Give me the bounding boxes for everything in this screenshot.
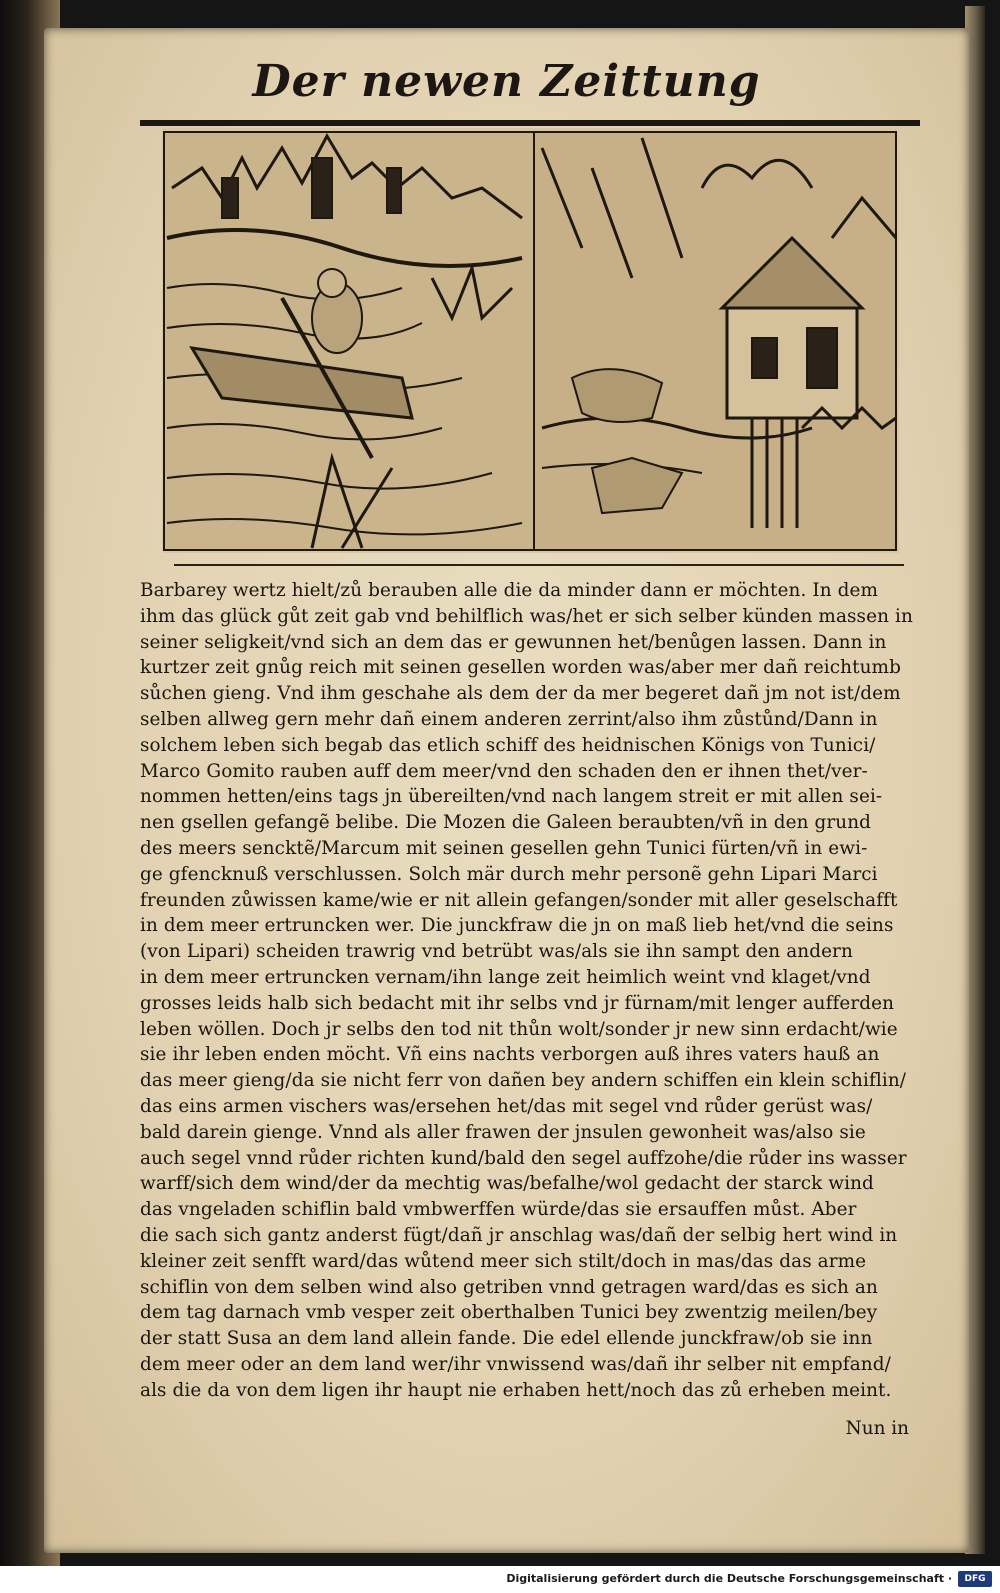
text-line: als die da von dem ligen ihr haupt nie erhaben hett/noch das zů erheben meint. bbox=[140, 1379, 892, 1401]
section-rule bbox=[174, 564, 904, 566]
woodcut-illustration bbox=[162, 128, 899, 553]
text-line: selben allweg gern mehr dañ einem anderen zerrint/also ihm zůstůnd/Dann in bbox=[140, 708, 878, 730]
text-line: auch segel vnnd růder richten kund/bald den segel auffzohe/die růder ins wasser bbox=[140, 1147, 907, 1169]
text-line: leben wöllen. Doch jr selbs den tod nit thůn wolt/sonder jr new sinn erdacht/wie bbox=[140, 1018, 898, 1040]
text-line: seiner seligkeit/vnd sich an dem das er gewunnen het/benůgen lassen. Dann in bbox=[140, 631, 887, 653]
text-line: dem tag darnach vmb vesper zeit oberthalben Tunici bey zwentzig meilen/bey bbox=[140, 1302, 878, 1324]
text-line: ge gfencknuß verschlussen. Solch mär durch mehr personẽ gehn Lipari Marci bbox=[140, 863, 878, 885]
text-line: Barbarey wertz hielt/zů berauben alle die da minder dann er möchten. In dem bbox=[140, 580, 879, 601]
text-line: in dem meer ertruncken vernam/ihn lange zeit heimlich weint vnd klaget/vnd bbox=[140, 966, 871, 988]
footer-bar bbox=[0, 1566, 1000, 1593]
book-page bbox=[44, 28, 969, 1553]
text-line: in dem meer ertruncken wer. Die junckfraw die jn on maß lieb het/vnd die seins bbox=[140, 915, 894, 937]
text-line: ihm das glück gůt zeit gab vnd behilflich was/het er sich selber künden massen in bbox=[140, 605, 913, 627]
text-line: sie ihr leben enden möcht. Vñ eins nachts verborgen auß ihres vaters hauß an bbox=[140, 1044, 880, 1066]
text-line: die sach sich gantz anderst fügt/dañ jr anschlag was/dañ der selbig hert wind in bbox=[140, 1224, 898, 1246]
text-line: solchem leben sich begab das etlich schiff des heidnischen Königs von Tunici/ bbox=[140, 734, 876, 756]
text-line: warff/sich dem wind/der da mechtig was/befalhe/wol gedacht der starck wind bbox=[140, 1173, 874, 1195]
text-line: Marco Gomito rauben auff dem meer/vnd den schaden den er ihnen thet/ver- bbox=[140, 760, 868, 782]
text-line: nommen hetten/eins tags jn übereilten/vnd nach langem streit er mit allen sei- bbox=[140, 786, 883, 808]
text-line: das eins armen vischers was/ersehen het/das mit segel vnd růder gerüst was/ bbox=[140, 1095, 873, 1117]
text-line: (von Lipari) scheiden trawrig vnd betrübt was/als sie ihn sampt den andern bbox=[140, 941, 853, 963]
right-panel-woodcut bbox=[534, 132, 896, 550]
left-panel-woodcut bbox=[164, 132, 534, 550]
text-line: dem meer oder an dem land wer/ihr vnwissend was/dañ ihr selber nit empfand/ bbox=[140, 1353, 891, 1375]
text-line: schiflin von dem selben wind also getriben vnnd getragen ward/das es sich an bbox=[140, 1276, 878, 1298]
text-line: kurtzer zeit gnůg reich mit seinen gesellen worden was/aber mer dañ reichtumb bbox=[140, 657, 901, 679]
funding-credit: Digitalisierung gefördert durch die Deutsche Forschungsgemeinschaft · bbox=[506, 1572, 952, 1585]
text-line: das vngeladen schiflin bald vmbwerffen würde/das sie ersauffen můst. Aber bbox=[140, 1199, 857, 1221]
body-text bbox=[140, 578, 940, 1404]
text-line: der statt Susa an dem land allein fande. Die edel ellende junckfraw/ob sie inn bbox=[140, 1328, 873, 1350]
running-header: Der newen Zeittung bbox=[252, 56, 761, 107]
text-line: bald darein gienge. Vnnd als aller frawen der jnsulen gewonheit was/also sie bbox=[140, 1121, 866, 1143]
text-line: grosses leids halb sich bedacht mit ihr selbs vnd jr fürnam/mit lenger aufferden bbox=[140, 992, 895, 1014]
catchword: Nun in bbox=[845, 1418, 909, 1439]
text-line: sůchen gieng. Vnd ihm geschahe als dem der da mer begeret dañ jm not ist/dem bbox=[140, 683, 901, 705]
text-line: das meer gieng/da sie nicht ferr von dañen bey andern schiffen ein klein schiflin/ bbox=[140, 1070, 907, 1092]
text-line: kleiner zeit senfft ward/das wůtend meer sich stilt/doch in mas/das das arme bbox=[140, 1250, 867, 1272]
header-rule bbox=[140, 120, 920, 126]
text-line: freunden zůwissen kame/wie er nit allein gefangen/sonder mit aller geselschafft bbox=[140, 889, 898, 911]
dfg-logo: DFG bbox=[958, 1571, 992, 1587]
text-line: nen gsellen gefangẽ belibe. Die Mozen die Galeen beraubten/vñ in den grund bbox=[140, 812, 872, 834]
text-line: des meers sencktẽ/Marcum mit seinen gesellen gehn Tunici fürten/vñ in ewi- bbox=[140, 837, 868, 859]
